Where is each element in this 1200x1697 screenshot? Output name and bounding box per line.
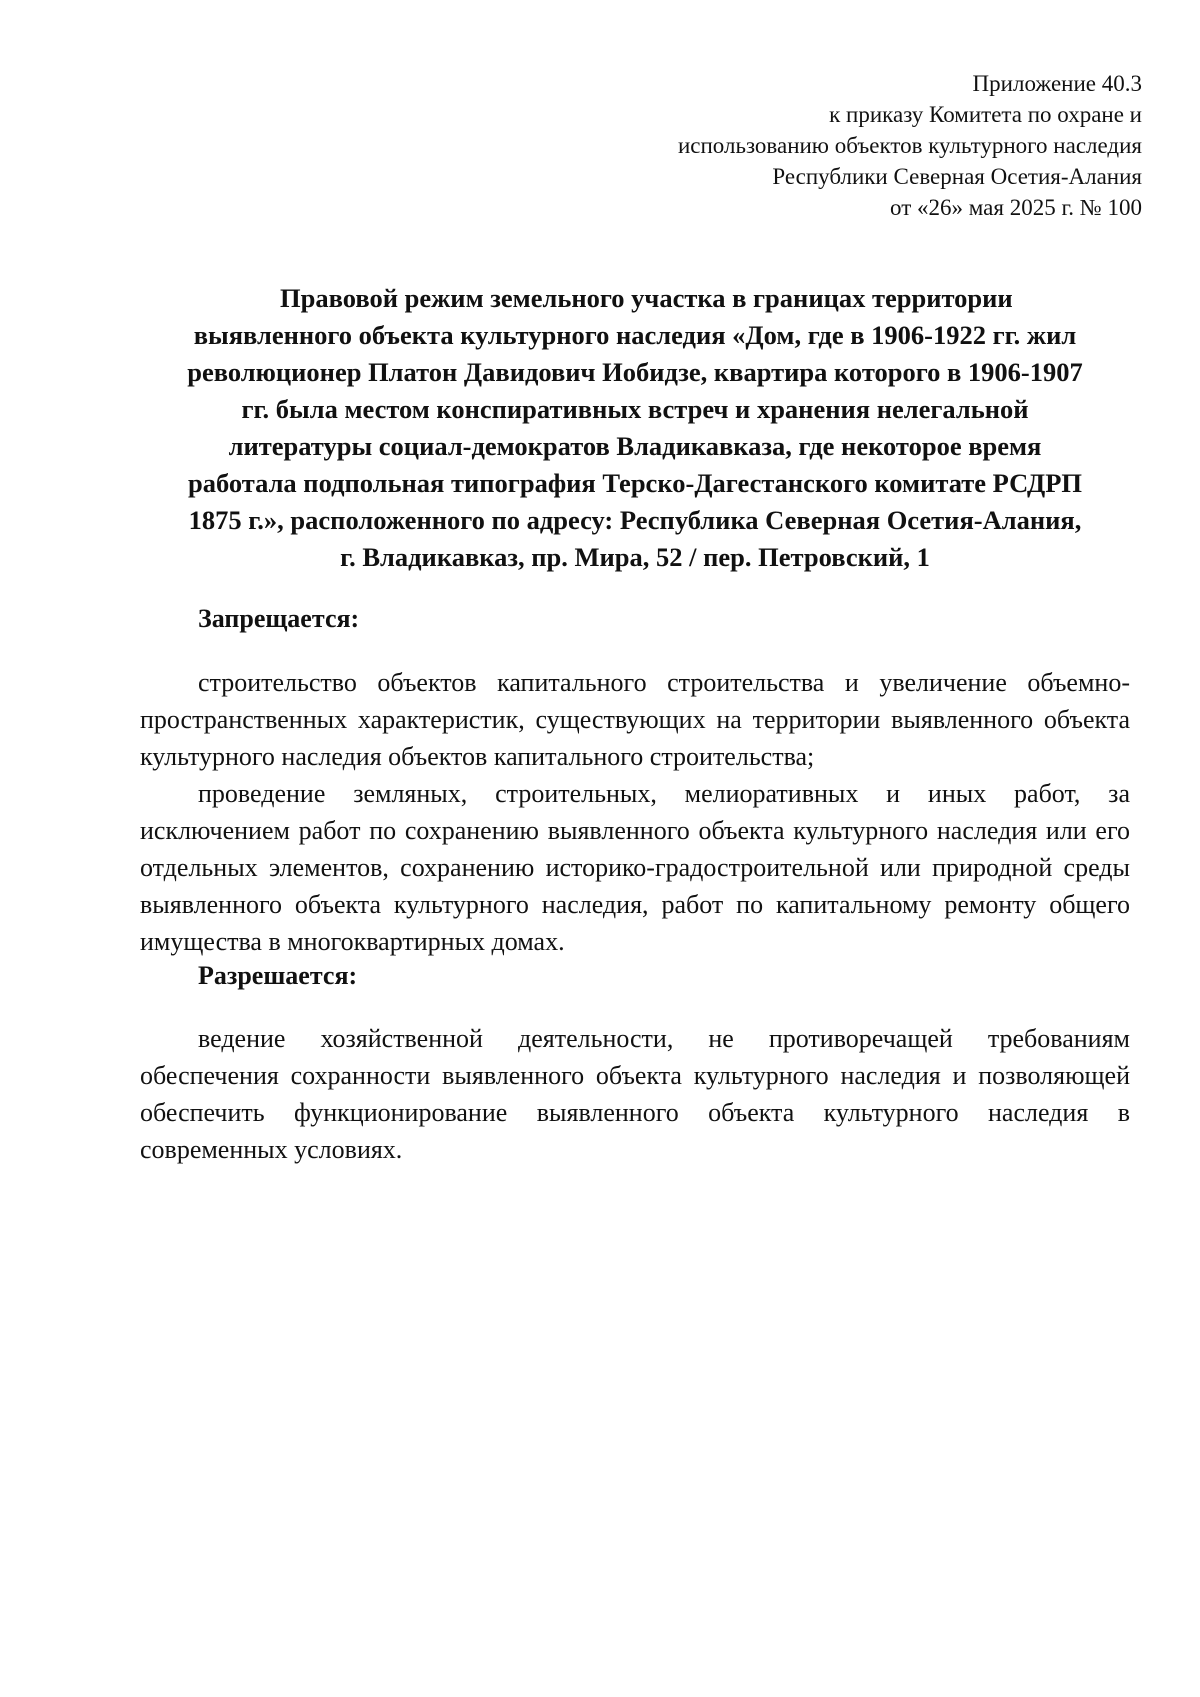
title-line: Правовой режим земельного участка в границах территории: [280, 283, 1013, 313]
appendix-line: к приказу Комитета по охране и: [829, 102, 1142, 127]
title-line: гг. была местом конспиративных встреч и хранения нелегальной: [241, 394, 1029, 424]
prohibited-heading: Запрещается:: [198, 604, 360, 633]
title-line: литературы социал-демократов Владикавказа, где некоторое время: [228, 431, 1042, 461]
title-line: г. Владикавказ, пр. Мира, 52 / пер. Петровский, 1: [340, 542, 930, 572]
appendix-block: [442, 68, 1142, 223]
document-title: [140, 280, 1130, 576]
title-line: работала подпольная типография Терско-Дагестанского комитате РСДРП: [187, 468, 1083, 498]
prohibited-section-heading: [140, 600, 1130, 637]
prohibited-paragraph: проведение земляных, строительных, мелиоративных и иных работ, за исключением работ по сохранению выявленного объекта культурного наследия или его отдельных элементов, сохранению историко-градостроительной или природной среды выявленного объекта культурного наследия, работ по капитальному ремонту общего имущества в многоквартирных домах.: [140, 779, 1130, 956]
appendix-line: Приложение 40.3: [972, 71, 1142, 96]
title-line: выявленного объекта культурного наследия «Дом, где в 1906-1922 гг. жил: [193, 320, 1077, 350]
appendix-line: Республики Северная Осетия-Алания: [772, 164, 1142, 189]
allowed-section-body: [140, 1020, 1130, 1168]
title-line: революционер Платон Давидович Иобидзе, квартира которого в 1906-1907: [187, 357, 1083, 387]
prohibited-section-body: [140, 664, 1130, 960]
allowed-heading: Разрешается:: [198, 961, 358, 990]
appendix-line: использованию объектов культурного наследия: [677, 133, 1142, 158]
allowed-section-heading: [140, 957, 1130, 994]
title-line: 1875 г.», расположенного по адресу: Республика Северная Осетия-Алания,: [188, 505, 1082, 535]
prohibited-paragraph: строительство объектов капитального строительства и увеличение объемно-пространственных характеристик, существующих на территории выявленного объекта культурного наследия объектов капитального строительства;: [140, 668, 1130, 771]
allowed-paragraph: ведение хозяйственной деятельности, не противоречащей требованиям обеспечения сохранности выявленного объекта культурного наследия и позволяющей обеспечить функционирование выявленного объекта культурного наследия в современных условиях.: [140, 1024, 1130, 1164]
appendix-line: от «26» мая 2025 г. № 100: [890, 195, 1142, 220]
